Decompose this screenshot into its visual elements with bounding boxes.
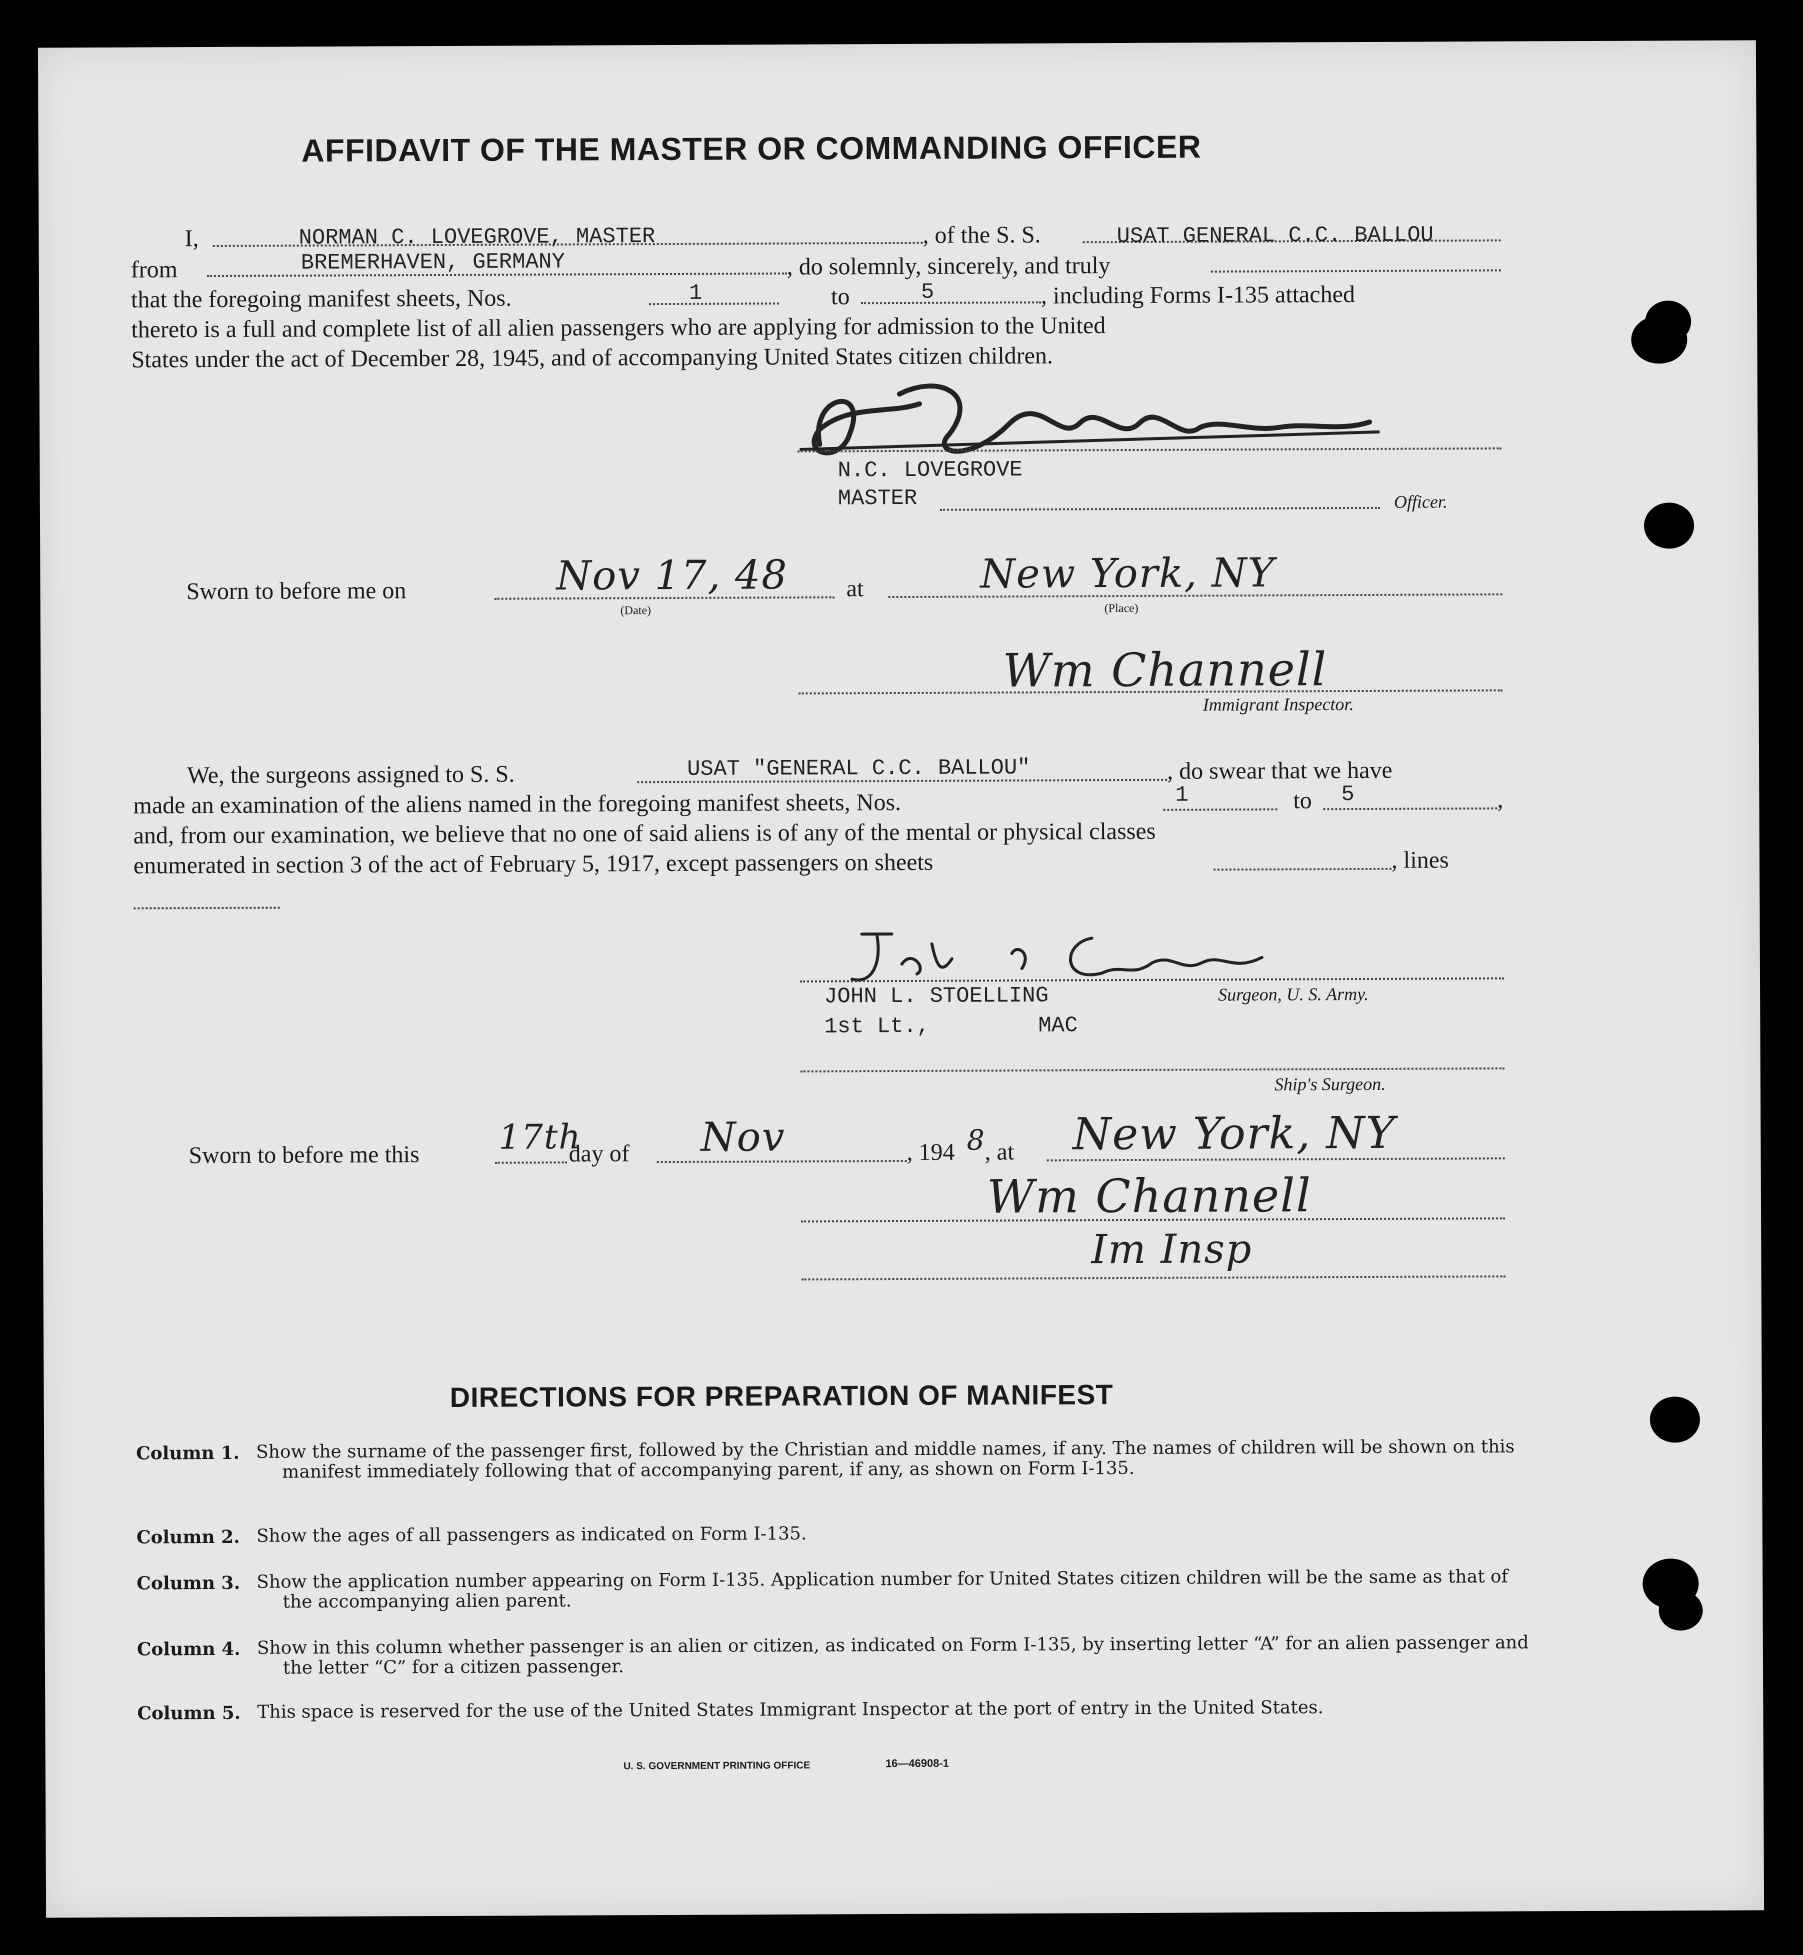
direction-text: This space is reserved for the use of the United States Immigrant Inspector at the port of entry in the United States. (257, 1697, 1324, 1723)
surgeons-ship: USAT "GENERAL C.C. BALLOU" (687, 755, 1031, 782)
directions-title: DIRECTIONS FOR PREPARATION OF MANIFEST (449, 1379, 1114, 1413)
inspector2-title-line (801, 1275, 1505, 1280)
surgeons-sheets-to: 5 (1341, 782, 1355, 808)
sworn2-day: 17th (498, 1117, 582, 1158)
of-ship-label: , of the S. S. (922, 222, 1041, 249)
sworn-label: Sworn to before me on (186, 578, 407, 606)
sheets-to: 5 (920, 279, 935, 305)
dotted-line (1163, 808, 1277, 810)
sworn-place: New York, NY (980, 550, 1276, 598)
dotted-line (649, 303, 779, 306)
surgeons-line-4: enumerated in section 3 of the act of February 5, 1917, except passengers on sheets (133, 849, 934, 880)
surgeons-sheets-from: 1 (1175, 782, 1189, 808)
year-label: , 194 (906, 1139, 955, 1166)
direction-text: Show in this column whether passenger is an alien or citizen, as indicated on Form I-135, by inserting letter “A” for an alien passenger and the letter “C” for a citizen passenger. (256, 1632, 1529, 1679)
forms-label: , including Forms I-135 attached (1040, 282, 1356, 310)
sworn2-label: Sworn to before me this (188, 1142, 420, 1170)
affidavit-line-5: States under the act of December 28, 1945, and of accompanying United States citizen children. (131, 343, 1054, 374)
master-name: NORMAN C. LOVEGROVE, MASTER (298, 224, 656, 251)
surgeon-rank: 1st Lt., (824, 1013, 930, 1040)
sworn2-month: Nov (700, 1114, 786, 1161)
surgeons-swear: , do swear that we have (1167, 757, 1393, 785)
master-intro: I, (184, 226, 199, 253)
direction-label: Column 3. (136, 1572, 241, 1595)
inspector-signature: Wm Channell (1002, 642, 1328, 698)
direction-label: Column 4. (136, 1638, 241, 1661)
date-caption: (Date) (620, 603, 652, 618)
ship-name: USAT GENERAL C.C. BALLOU (1116, 222, 1434, 250)
army-surgeon-label: Surgeon, U. S. Army. (1218, 983, 1369, 1005)
place-caption: (Place) (1104, 600, 1139, 616)
ship-surgeon-line (800, 1067, 1504, 1072)
dotted-line (861, 301, 1041, 304)
sworn-date: Nov 17, 48 (556, 552, 788, 600)
document-page (38, 40, 1764, 1917)
at-label-2: , at (984, 1139, 1015, 1166)
surgeons-comma: , (1497, 787, 1504, 814)
direction-label: Column 5. (137, 1702, 241, 1725)
master-signer-title: MASTER (837, 485, 918, 512)
form-number: 16—46908-1 (885, 1757, 950, 1771)
surgeon-corps: MAC (1038, 1013, 1078, 1039)
punch-hole (1650, 1397, 1700, 1443)
dotted-line (134, 907, 280, 910)
at-label: at (846, 576, 864, 603)
officer-label: Officer. (1393, 491, 1448, 512)
sworn2-year: 8 (966, 1123, 986, 1157)
officer-line (940, 507, 1380, 511)
master-signer-name: N.C. LOVEGROVE (837, 457, 1023, 484)
day-of-label: day of (568, 1141, 630, 1168)
lines-label: , lines (1391, 847, 1449, 874)
sheets-from: 1 (688, 280, 703, 306)
ship-surgeon-label: Ship's Surgeon. (1274, 1073, 1386, 1095)
from-label: from (130, 257, 178, 284)
dotted-line (1323, 807, 1497, 810)
printer-imprint: U. S. GOVERNMENT PRINTING OFFICE (623, 1760, 811, 1773)
surgeons-intro: We, the surgeons assigned to S. S. (187, 761, 515, 790)
surgeons-line-2: made an examination of the aliens named in the foregoing manifest sheets, Nos. (133, 789, 902, 820)
dotted-line (1211, 269, 1501, 272)
to-label: to (830, 284, 850, 311)
direction-label: Column 1. (136, 1442, 240, 1465)
page-title: AFFIDAVIT OF THE MASTER OR COMMANDING OFFICER (301, 128, 1202, 169)
sworn2-inspector-title: Im Insp (1091, 1226, 1253, 1274)
punch-hole (1645, 301, 1691, 343)
swear-label: , do solemnly, sincerely, and truly (786, 253, 1111, 281)
sheets-label: that the foregoing manifest sheets, Nos. (130, 285, 512, 314)
surgeons-line-3: and, from our examination, we believe that no one of said aliens is of any of the mental or physical classes (133, 818, 1156, 850)
inspector-label: Immigrant Inspector. (1202, 694, 1354, 715)
dotted-line (1214, 868, 1392, 871)
punch-hole (1659, 1591, 1703, 1631)
direction-label: Column 2. (136, 1526, 240, 1549)
direction-text: Show the application number appearing on Form I-135. Application number for United States citizen children will be the same as that of the accompanying alien parent. (256, 1566, 1509, 1613)
sworn2-inspector-signature: Wm Channell (986, 1168, 1312, 1224)
surgeon-name: JOHN L. STOELLING (824, 983, 1049, 1010)
dotted-line (495, 1161, 567, 1163)
affidavit-line-4: thereto is a full and complete list of all alien passengers who are applying for admission to the United (131, 313, 1106, 344)
sworn2-place: New York, NY (1072, 1107, 1396, 1161)
from-port: BREMERHAVEN, GERMANY (300, 249, 565, 276)
punch-hole (1644, 503, 1694, 549)
surgeons-to-label: to (1293, 788, 1312, 815)
direction-text: Show the ages of all passengers as indicated on Form I-135. (256, 1523, 807, 1547)
direction-text: Show the surname of the passenger first, followed by the Christian and middle names, if any. The names of children will be shown on this manifest immediately following that of accompanying parent, if any, as shown on Form I-135. (256, 1436, 1515, 1483)
